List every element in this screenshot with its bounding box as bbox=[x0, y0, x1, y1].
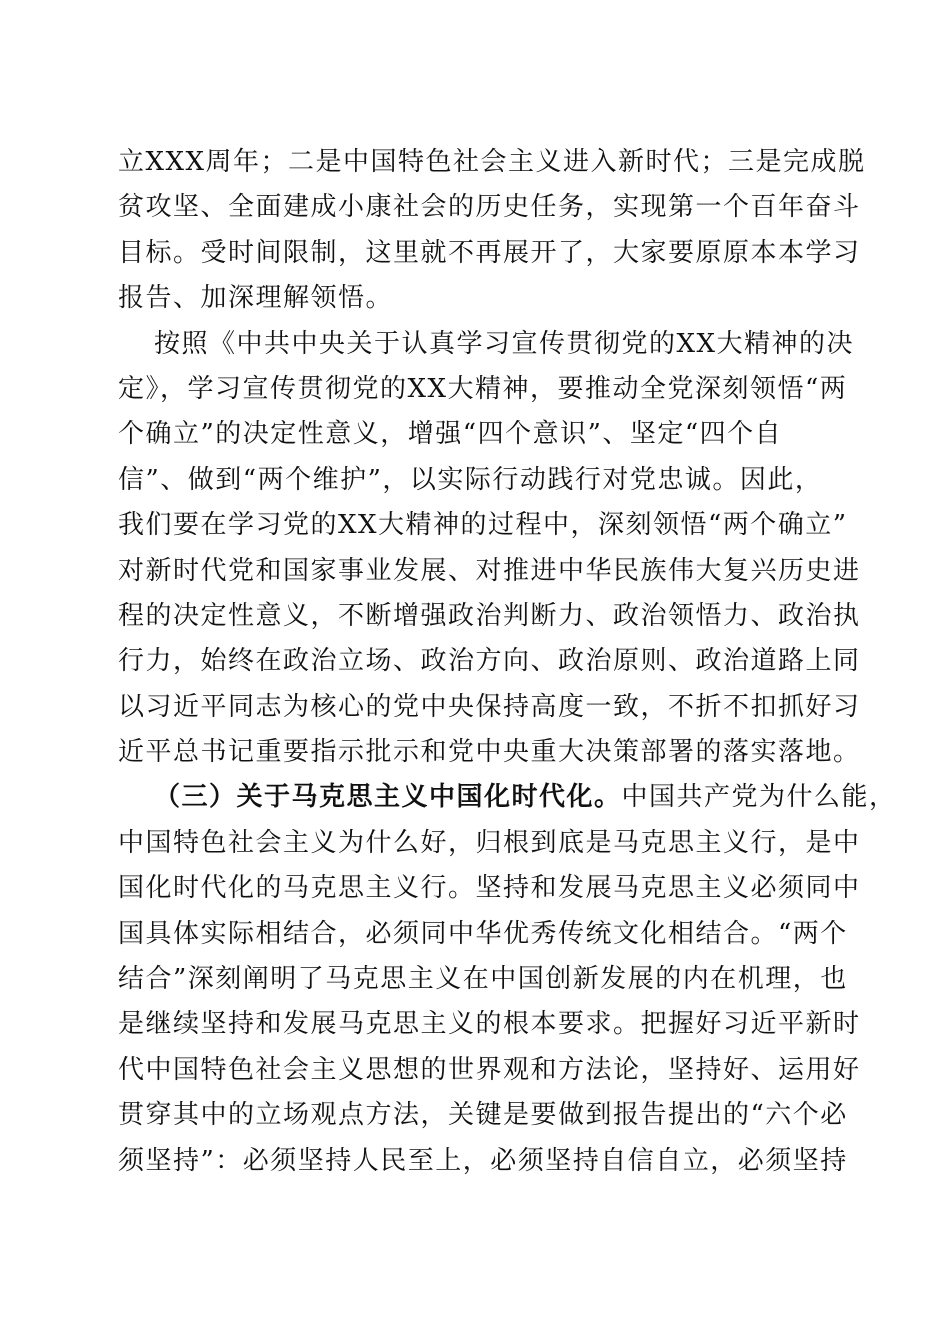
section-heading: （三）关于马克思主义中国化时代化。 bbox=[154, 782, 622, 813]
paragraph-2 bbox=[118, 322, 861, 776]
text-line: 代中国特色社会主义思想的世界观和方法论，坚持好、运用好 bbox=[118, 1054, 861, 1085]
text-line: 行力，始终在政治立场、政治方向、政治原则、政治道路上同 bbox=[118, 646, 861, 677]
text-line: 结合”深刻阐明了马克思主义在中国创新发展的内在机理，也 bbox=[118, 964, 848, 995]
text-line: 贫攻坚、全面建成小康社会的历史任务，实现第一个百年奋斗 bbox=[118, 192, 861, 223]
text-line: 目标。受时间限制，这里就不再展开了，大家要原原本本学习 bbox=[118, 237, 861, 268]
text-line: 立XXX周年；二是中国特色社会主义进入新时代；三是完成脱 bbox=[118, 147, 866, 177]
paragraph-1 bbox=[118, 140, 866, 322]
document-body bbox=[118, 140, 897, 1184]
text-line: 须坚持”：必须坚持人民至上，必须坚持自信自立，必须坚持 bbox=[118, 1145, 848, 1176]
text-line: 贯穿其中的立场观点方法，关键是要做到报告提出的“六个必 bbox=[118, 1100, 848, 1131]
text-line: 近平总书记重要指示批示和党中央重大决策部署的落实落地。 bbox=[118, 737, 861, 768]
text-line: 我们要在学习党的XX大精神的过程中，深刻领悟“两个确立” bbox=[118, 510, 848, 541]
text-line: 是继续坚持和发展马克思主义的根本要求。把握好习近平新时 bbox=[118, 1009, 861, 1040]
text-line: 报告、加深理解领悟。 bbox=[118, 283, 394, 314]
text-line: 对新时代党和国家事业发展、对推进中华民族伟大复兴历史进 bbox=[118, 555, 861, 586]
text-line: 按照《中共中央关于认真学习宣传贯彻党的XX大精神的决 bbox=[154, 328, 855, 359]
text-line: 个确立”的决定性意义，增强“四个意识”、坚定“四个自 bbox=[118, 419, 783, 450]
text-line: 国具体实际相结合，必须同中华优秀传统文化相结合。“两个 bbox=[118, 918, 848, 949]
text-line: 中国特色社会主义为什么好，归根到底是马克思主义行，是中 bbox=[118, 827, 861, 858]
text-run: 中国共产党为什么能， bbox=[621, 782, 897, 813]
text-line: 程的决定性意义，不断增强政治判断力、政治领悟力、政治执 bbox=[118, 600, 861, 631]
text-line: 信”、做到“两个维护”，以实际行动践行对党忠诚。因此， bbox=[118, 464, 823, 495]
section-heading-line bbox=[118, 775, 897, 820]
text-line: 定》，学习宣传贯彻党的XX大精神，要推动全党深刻领悟“两 bbox=[118, 373, 848, 404]
text-line: 国化时代化的马克思主义行。坚持和发展马克思主义必须同中 bbox=[118, 873, 861, 904]
text-line: 以习近平同志为核心的党中央保持高度一致，不折不扣抓好习 bbox=[118, 691, 861, 722]
paragraph-3 bbox=[118, 775, 897, 1184]
